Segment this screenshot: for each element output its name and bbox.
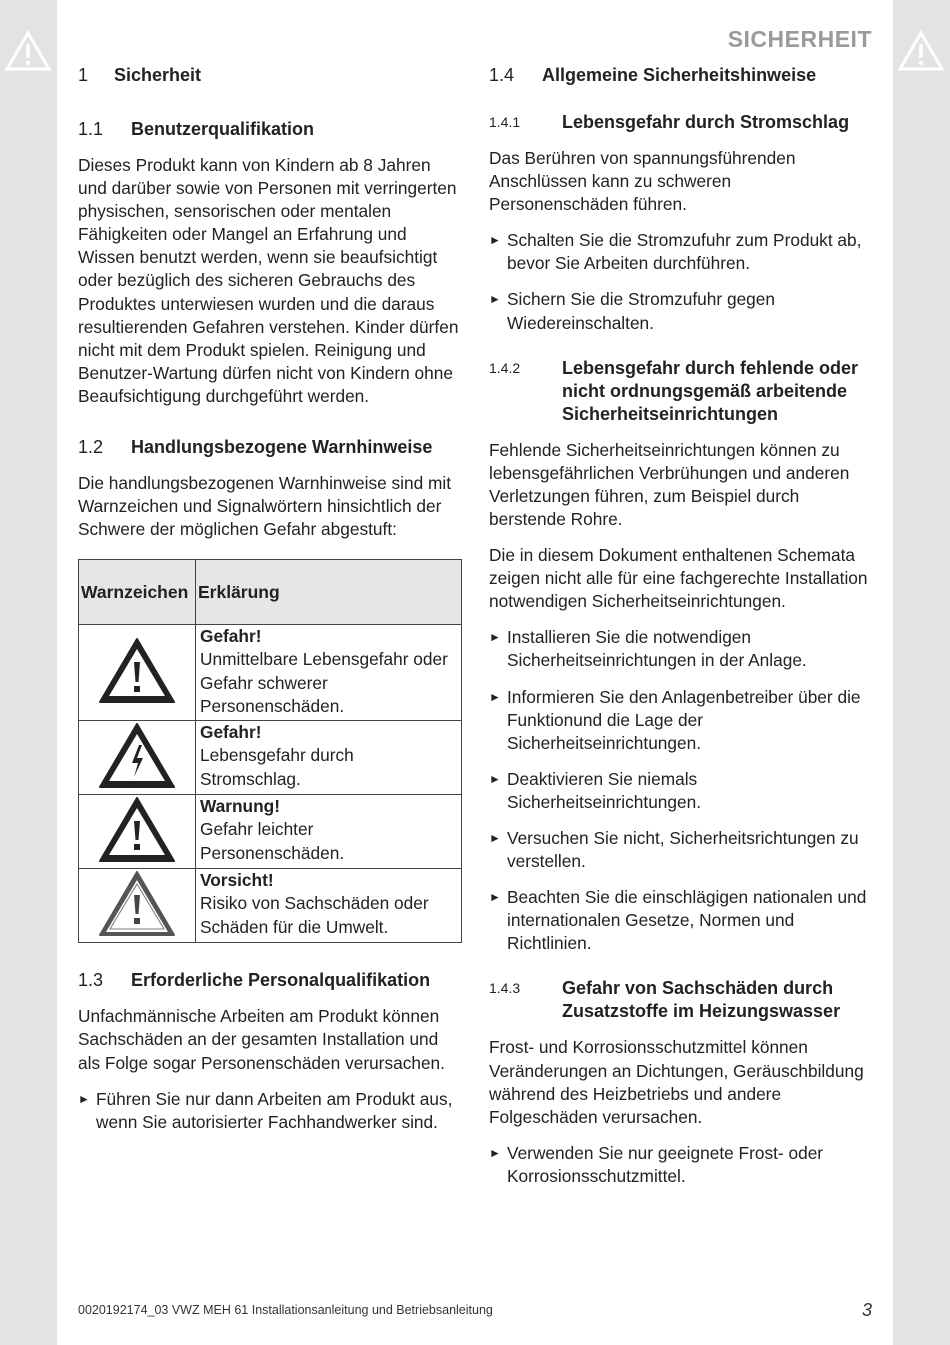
bullet-text: Sichern Sie die Stromzufuhr gegen Wiedereinschalten. (507, 289, 776, 333)
section-number: 1.2 (78, 437, 104, 458)
signal-description: Unmittelbare Lebensgefahr oder Gefahr schwerer Personenschäden. (200, 649, 448, 716)
table-row (79, 795, 462, 869)
section-number: 1.3 (78, 970, 104, 991)
bullet-item (489, 626, 874, 672)
section-title: Erforderliche Personalqualifikation (131, 970, 431, 991)
right-margin-band (893, 0, 950, 1345)
bullet-text: Führen Sie nur dann Arbeiten am Produkt aus, wenn Sie autorisierter Fachhandwerker sind. (96, 1088, 453, 1132)
table-row (79, 625, 462, 721)
bullet-text: Verwenden Sie nur geeignete Frost- oder Korrosionsschutzmittel. (507, 1142, 824, 1186)
bullet-item (78, 1088, 463, 1134)
warning-table (78, 559, 462, 943)
section-number: 1 (78, 65, 89, 85)
bullet-item (489, 686, 874, 755)
bullet-arrow-icon: ► (489, 630, 501, 645)
signal-word: Gefahr! (200, 626, 262, 647)
section-number: 1.1 (78, 119, 104, 139)
table-header-row (79, 560, 462, 625)
signal-description: Risiko von Sachschäden oder Schäden für die Umwelt. (200, 893, 429, 937)
subsection-heading (489, 111, 874, 134)
paragraph: Unfachmännische Arbeiten am Produkt können Sachschäden an der gesamten Installation und als Folge sogar Personenschäden verursachen. (78, 1006, 445, 1073)
section-number: 1.4 (489, 65, 515, 85)
section-title: Gefahr von Sachschäden durch Zusatzstoffe im Heizungswasser (562, 978, 841, 1022)
bullet-item (489, 1142, 874, 1188)
bullet-item (489, 886, 874, 955)
signal-word: Warnung! (200, 796, 280, 817)
table-row (79, 721, 462, 795)
section-heading (78, 63, 463, 87)
bullet-text: Schalten Sie die Stromzufuhr zum Produkt ab, bevor Sie Arbeiten durchführen. (507, 230, 862, 274)
left-margin-band (0, 0, 57, 1345)
table-header-warnzeichen: Warnzeichen (79, 560, 196, 625)
signal-word: Vorsicht! (200, 870, 274, 891)
subsection-heading (489, 357, 874, 426)
paragraph: Dieses Produkt kann von Kindern ab 8 Jahren und darüber sowie von Personen mit verringerten physischen, sensorischen oder mentalen Fähigkeiten oder Mangel an Erfahrung und Wissen benutzt werden, wenn sie beaufsichtigt oder bezüglich des sicheren Gebrauchs des Produktes unterwiesen wurden und die daraus resultierenden Gefahren verstehen. Kinder dürfen nicht mit dem Produkt spielen. Reinigung und Benutzer-Wartung dürfen nicht von Kindern ohne Beaufsichtigung durchgeführt werden. (78, 155, 459, 406)
warning-icon (897, 30, 945, 72)
electric-shock-warning-icon (97, 721, 177, 789)
section-title: Lebensgefahr durch fehlende oder nicht ordnungsgemäß arbeitende Sicherheitseinrichtungen (562, 357, 859, 424)
bullet-arrow-icon: ► (489, 233, 501, 248)
section-title: Lebensgefahr durch Stromschlag (562, 112, 850, 132)
warning-icon (4, 30, 52, 72)
subsection-heading (489, 977, 874, 1023)
paragraph: Das Berühren von spannungsführenden Anschlüssen kann zu schweren Personenschäden führen. (489, 148, 796, 215)
section-heading (78, 969, 463, 992)
bullet-item (489, 229, 874, 275)
bullet-arrow-icon: ► (489, 890, 501, 905)
caution-warning-icon (97, 795, 177, 863)
signal-word: Gefahr! (200, 722, 262, 743)
bullet-text: Beachten Sie die einschlägigen nationalen und internationalen Gesetze, Normen und Richtlinien. (507, 887, 867, 954)
footer-document-id: 0020192174_03 VWZ MEH 61 Installationsanleitung und Betriebsanleitung (78, 1303, 493, 1317)
section-number: 1.4.3 (489, 980, 521, 997)
section-title: Sicherheit (114, 65, 202, 85)
right-column (489, 62, 874, 1188)
bullet-arrow-icon: ► (489, 771, 501, 786)
page-number: 3 (861, 1300, 872, 1320)
paragraph: Die in diesem Dokument enthaltenen Schemata zeigen nicht alle für eine fachgerechte Installation notwendigen Sicherheitseinrichtungen. (489, 545, 868, 612)
bullet-arrow-icon: ► (489, 1145, 501, 1160)
bullet-arrow-icon: ► (489, 292, 501, 307)
signal-description: Gefahr leichter Personenschäden. (200, 819, 345, 863)
bullet-text: Installieren Sie die notwendigen Sicherheitseinrichtungen in der Anlage. (507, 627, 807, 671)
bullet-item (489, 827, 874, 873)
paragraph: Frost- und Korrosionsschutzmittel können Veränderungen an Dichtungen, Geräuschbildung während des Heizbetriebs und andere Folgeschäden verursachen. (489, 1037, 864, 1127)
table-row (79, 869, 462, 943)
signal-description: Lebensgefahr durch Stromschlag. (200, 745, 354, 789)
section-heading (489, 64, 874, 87)
bullet-arrow-icon: ► (489, 689, 501, 704)
bullet-text: Deaktivieren Sie niemals Sicherheitseinrichtungen. (507, 768, 702, 812)
bullet-arrow-icon: ► (78, 1091, 90, 1106)
bullet-item (489, 288, 874, 334)
bullet-text: Versuchen Sie nicht, Sicherheitsrichtungen zu verstellen. (507, 827, 859, 872)
section-title: Benutzerqualifikation (131, 119, 315, 139)
paragraph: Die handlungsbezogenen Warnhinweise sind mit Warnzeichen und Signalwörtern hinsichtlich der Schwere der möglichen Gefahr abgestuft: (78, 473, 452, 540)
chapter-header: SICHERHEIT (727, 26, 872, 52)
table-header-erklaerung: Erklärung (196, 560, 462, 625)
bullet-item (489, 768, 874, 814)
notice-warning-icon (97, 869, 177, 937)
bullet-text: Informieren Sie den Anlagenbetreiber über die Funktionund die Lage der Sicherheitseinrichtungen. (507, 686, 861, 753)
section-heading (78, 436, 463, 459)
section-number: 1.4.2 (489, 359, 521, 376)
paragraph: Fehlende Sicherheitseinrichtungen können zu lebensgefährlichen Verbrühungen und anderen Verletzungen führen, zum Beispiel durch berstende Rohre. (489, 439, 850, 529)
danger-warning-icon (97, 635, 177, 705)
section-title: Allgemeine Sicherheitshinweise (542, 65, 817, 85)
bullet-arrow-icon: ► (489, 830, 501, 845)
section-heading (78, 118, 463, 141)
section-number: 1.4.1 (489, 114, 521, 130)
section-title: Handlungsbezogene Warnhinweise (131, 437, 433, 458)
left-column (78, 62, 463, 1134)
